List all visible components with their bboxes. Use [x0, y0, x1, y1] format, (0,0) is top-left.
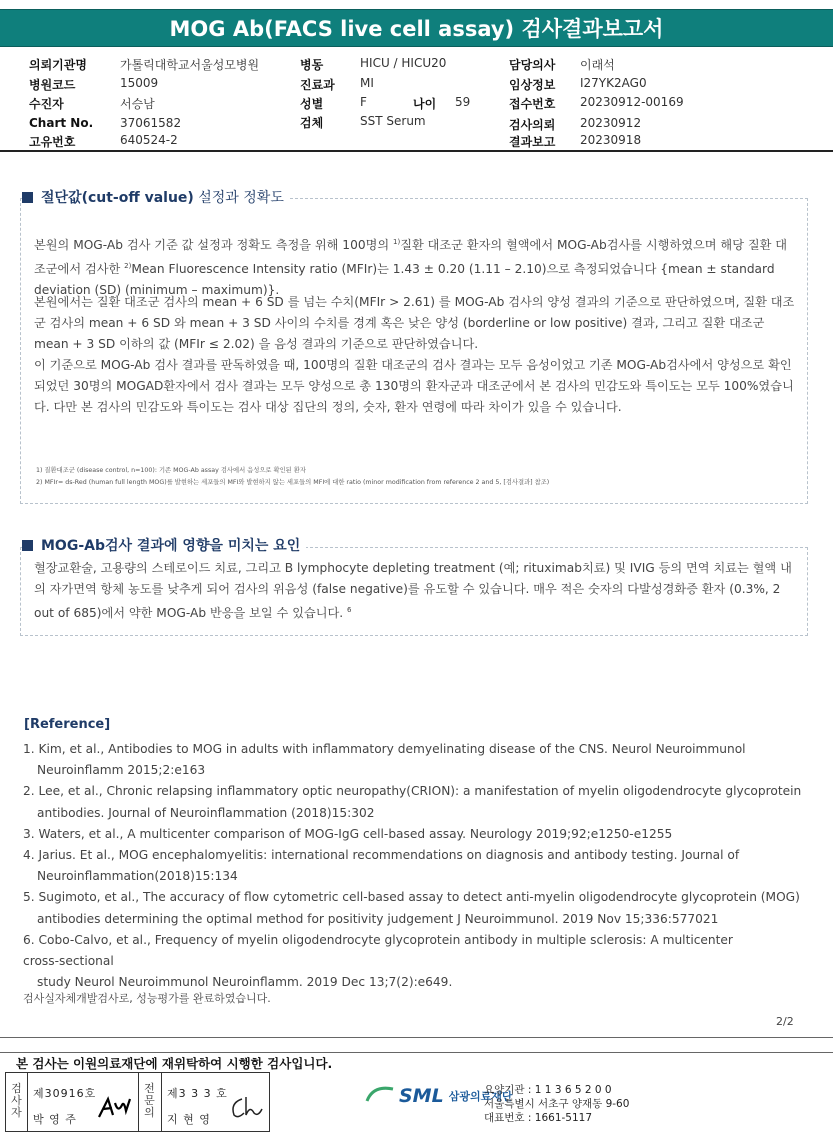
- info-value: SST Serum: [360, 114, 426, 128]
- stamp-name: 박 영 주: [33, 1113, 77, 1126]
- cutoff-paragraph-3: 이 기준으로 MOG-Ab 검사 결과를 판독하였을 때, 100명의 질환 대조군의 검사 결과는 모두 음성이었고 기존 MOG-Ab검사에서 양성으로 확인되었던 30명의 MOGAD환자에서 검사 결과는 모두 양성으로 총 130명의 환자군과 대조군에서 본 검사의 민감도와 특이도는 모두 100%였습니다. 다만 본 검사의 민감도와 특이도는 검사 대상 집단의 정의, 숫자, 환자 연령에 따라 차이가 있을 수 있습니다.: [34, 358, 794, 414]
- info-value: I27YK2AG0: [580, 76, 647, 90]
- footer-divider: [0, 1037, 833, 1038]
- cutoff-section-heading: [22, 187, 290, 207]
- info-label: 고유번호: [29, 135, 76, 149]
- stamp-divider: [27, 1073, 28, 1131]
- header-divider: [0, 150, 833, 152]
- info-label: 병원코드: [29, 78, 76, 92]
- signature-icon: [96, 1093, 134, 1123]
- signature-icon: [228, 1093, 264, 1121]
- factors-paragraph: [34, 558, 796, 624]
- text-run: 혈장교환술, 고용량의 스테로이드 치료, 그리고 B lymphocyte depleting treatment (예; rituximab치료) 및 IVIG 등의 면역 치료는 혈액 내의 자가면역 항체 농도를 낮추게 되어 검사의 위음성 (false negative)를 유도할 수 있습니다. 매우 적은 숫자의 다발성경화증 환자 (0.3%, 2 out of 685)에서 약한 MOG-Ab 반응을 보일 수 있습니다.: [34, 561, 792, 621]
- closing-note: 검사실자체개발검사로, 성능평가를 완료하였습니다.: [23, 992, 271, 1005]
- stamp-divider: [161, 1073, 162, 1131]
- info-label: 수진자: [29, 97, 64, 111]
- stamp-license-no: 제30916호: [33, 1087, 97, 1100]
- info-value: HICU / HICU20: [360, 56, 447, 70]
- info-value: 20230912: [580, 116, 642, 130]
- info-label: 의뢰기관명: [29, 58, 87, 72]
- reference-title: [Reference]: [24, 717, 111, 732]
- info-value: F: [360, 95, 367, 109]
- footnote-2: 2) MFIr= ds-Red (human full length MOG)를 발현하는 세포들의 MFI와 발현하지 않는 세포들의 MFI에 대한 ratio (minor modification from reference 2 and 5, [검사결과] 참조): [36, 479, 550, 486]
- info-label: 검사의뢰: [509, 118, 556, 132]
- reference-item: 3. Waters, et al., A multicenter comparison of MOG-IgG cell-based assay. Neurology 2019;92;e1250-e1255: [23, 826, 673, 841]
- info-label: 병동: [300, 58, 324, 72]
- info-label: 나이: [413, 97, 437, 111]
- info-label: 진료과: [300, 78, 335, 92]
- outsource-note: 본 검사는 이원의료재단에 재위탁하여 시행한 검사입니다.: [16, 1056, 333, 1071]
- stamp-name: 지 현 영: [167, 1113, 211, 1126]
- heading-bold: MOG-Ab: [41, 538, 105, 554]
- info-label: Chart No.: [29, 116, 94, 130]
- stamp-vertical-label: 검사자: [11, 1082, 22, 1119]
- footnote-marker: 2): [124, 262, 132, 271]
- info-label: 임상정보: [509, 78, 556, 92]
- square-bullet-icon: [22, 192, 33, 203]
- text-run: 본원의 MOG-Ab 검사 기준 값 설정과 정확도 측정을 위해 100명의: [34, 238, 393, 253]
- reference-item: 4. Jarius. Et al., MOG encephalomyelitis: international recommendations on diagnosis and antibody testing. Journal of Neuroinflammation(2018)15:134: [23, 848, 740, 884]
- text-run: Mean Fluorescence Intensity ratio (MFIr)는 1.43 ± 0.20 (1.11 – 2.10)으로 측정되었습니다 {mean ± standard deviation (SD) (minimum – maximum)}.: [34, 262, 775, 298]
- info-label: 담당의사: [509, 58, 556, 72]
- org-phone: 대표번호 : 1661-5117: [484, 1112, 593, 1124]
- text-run: 질환 대조군 환자의 혈액에서 MOG-Ab검사를 시행하였으며 해당 질환 대조군에서 검사한: [34, 238, 788, 277]
- reference-item: 2. Lee, et al., Chronic relapsing inflammatory optic neuropathy(CRION): a manifestation of myelin oligodendrocyte glycoprotein antibodies. Journal of Neuroinflammation (2018)15:302: [23, 784, 802, 820]
- info-value: 20230912-00169: [580, 95, 684, 109]
- heading-bold: 절단값(cut-off value): [41, 190, 194, 206]
- heading-rest: 검사 결과에 영향을 미치는 요인: [105, 538, 301, 554]
- info-value: 15009: [120, 76, 159, 90]
- reference-item-cont: cross-sectional: [23, 954, 114, 969]
- info-value: 서승남: [120, 97, 155, 111]
- org-code: 요양기관 : 1 1 3 6 5 2 0 0: [484, 1084, 612, 1096]
- patient-info: [0, 52, 833, 148]
- cutoff-paragraph-1: [34, 232, 796, 301]
- info-label: 검체: [300, 116, 324, 130]
- report-title: MOG Ab(FACS live cell assay) 검사결과보고서: [0, 9, 833, 47]
- footnote-marker: 1): [393, 238, 401, 246]
- signature-stamp: [5, 1072, 270, 1132]
- square-bullet-icon: [22, 540, 33, 551]
- reference-item: 5. Sugimoto, et al., The accuracy of flow cytometric cell-based assay to detect anti-myelin oligodendrocyte glycoprotein (MOG) antibodies determining the optimal method for positivity judgement J Neuroimmunol. 2019 Nov 15;336:577021: [23, 890, 800, 926]
- logo-mark: SML: [399, 1085, 444, 1107]
- reference-list: [23, 739, 813, 993]
- info-value: 20230918: [580, 133, 642, 147]
- reference-item: 1. Kim, et al., Antibodies to MOG in adults with inflammatory demyelinating disease of the CNS. Neurol Neuroimmunol Neuroinflamm 2015;2:e163: [23, 742, 746, 778]
- info-value: 640524-2: [120, 133, 178, 147]
- stamp-license-no: 제3 3 3 호: [167, 1087, 228, 1100]
- info-value: 37061582: [120, 116, 182, 130]
- info-value: 가톨릭대학교서울성모병원: [120, 58, 260, 72]
- page-number: 2/2: [776, 1015, 794, 1028]
- info-label: 결과보고: [509, 135, 556, 149]
- heading-rest: 설정과 정확도: [193, 190, 284, 206]
- footnote-marker: 6: [347, 606, 352, 614]
- org-contact-info: [484, 1083, 629, 1125]
- factors-section-heading: [22, 535, 306, 555]
- org-address: 서울특별시 서초구 양재동 9-60: [484, 1098, 630, 1110]
- info-label: 성별: [300, 97, 324, 111]
- footnote-1: 1) 질환대조군 (disease control, n=100): 기존 MOG-Ab assay 검사에서 음성으로 확인된 환자: [36, 467, 306, 474]
- info-value: 59: [455, 95, 471, 109]
- cutoff-paragraph-2: 본원에서는 질환 대조군 검사의 mean + 6 SD 를 넘는 수치(MFIr > 2.61) 를 MOG-Ab 검사의 양성 결과의 기준으로 판단하였으며, 질환 대조군 검사의 mean + 6 SD 와 mean + 3 SD 사이의 수치를 경계 혹은 낮은 양성 (borderline or low positive) 결과, 그리고 질환 대조군 mean + 3 SD 이하의 값 (MFIr ≤ 2.02) 을 음성 결과의 기준으로 판단하였습니다.: [34, 295, 795, 351]
- reference-item-cont: study Neurol Neuroimmunol Neuroinflamm. 2019 Dec 13;7(2):e649.: [37, 975, 453, 990]
- reference-item: 6. Cobo-Calvo, et al., Frequency of myelin oligodendrocyte glycoprotein antibody in multiple sclerosis: A multicenter: [23, 932, 733, 947]
- sml-swoosh-icon: [363, 1083, 397, 1109]
- info-value: 이래석: [580, 58, 615, 72]
- info-label: 접수번호: [509, 97, 556, 111]
- stamp-vertical-label: 전문의: [144, 1082, 155, 1119]
- footer-divider: [0, 1052, 833, 1053]
- info-value: MI: [360, 76, 374, 90]
- logo-org-name: 삼광의료재단: [448, 1090, 513, 1103]
